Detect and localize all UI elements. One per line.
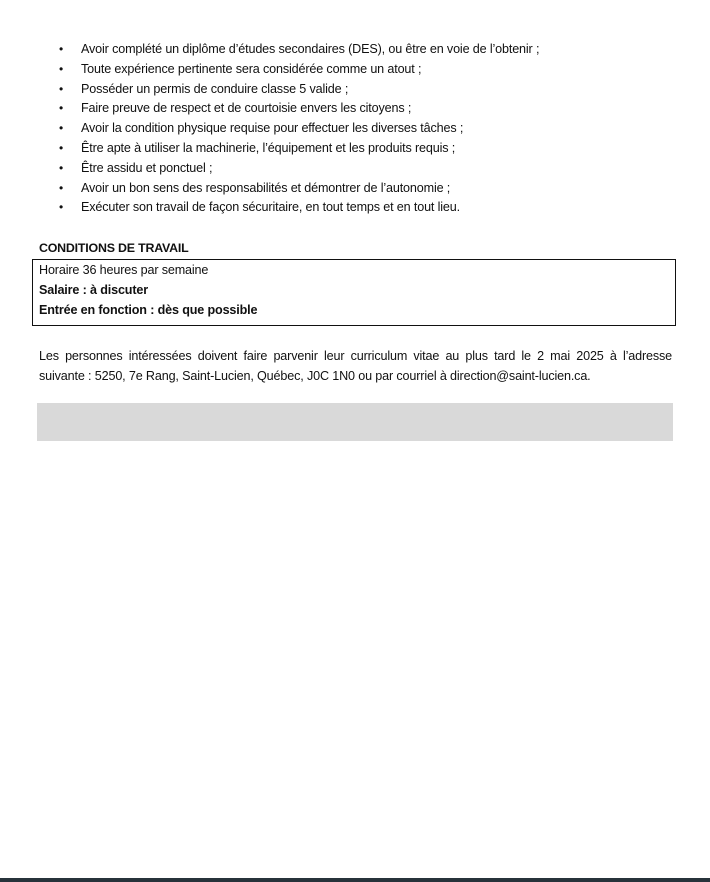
schedule-text: Horaire 36 heures par semaine — [39, 263, 209, 277]
bullet-icon: • — [59, 61, 64, 76]
application-instructions — [39, 347, 672, 386]
start-date-text: Entrée en fonction : dès que possible — [39, 303, 258, 317]
requirement-text: Être apte à utiliser la machinerie, l’équipement et les produits requis ; — [81, 140, 456, 155]
requirement-text: Avoir la condition physique requise pour effectuer les diverses tâches ; — [81, 121, 464, 136]
requirement-text: Avoir complété un diplôme d’études secondaires (DES), ou être en voie de l’obtenir ; — [81, 42, 540, 56]
salary-text: Salaire : à discuter — [39, 283, 148, 297]
requirement-text: Avoir un bon sens des responsabilités et démontrer de l’autonomie ; — [81, 180, 451, 195]
requirement-item — [39, 139, 679, 159]
bullet-icon: • — [59, 81, 64, 96]
requirement-item — [39, 60, 679, 80]
requirement-text: Posséder un permis de conduire classe 5 valide ; — [81, 81, 349, 96]
requirement-text: Exécuter son travail de façon sécuritaire, en tout temps et en tout lieu. — [81, 200, 460, 215]
bullet-icon: • — [59, 140, 64, 155]
conditions-heading: CONDITIONS DE TRAVAIL — [39, 241, 189, 255]
requirement-text: Être assidu et ponctuel ; — [81, 160, 213, 175]
requirement-item — [39, 198, 679, 218]
requirement-item — [39, 119, 679, 139]
bullet-icon: • — [59, 160, 64, 175]
bullet-icon: • — [59, 180, 64, 195]
requirement-text: Toute expérience pertinente sera considérée comme un atout ; — [81, 61, 422, 76]
bottom-edge-strip — [0, 878, 710, 882]
bullet-icon: • — [59, 42, 64, 56]
application-line-1: Les personnes intéressées doivent faire parvenir leur curriculum vitae au plus tard le 2 mai 2025 à l’adresse — [39, 349, 672, 363]
bullet-icon: • — [59, 121, 64, 136]
application-line-2: suivante : 5250, 7e Rang, Saint-Lucien, Québec, J0C 1N0 ou par courriel à direction@saint-lucien.ca. — [39, 368, 591, 383]
bullet-icon: • — [59, 200, 64, 215]
requirements-list — [39, 40, 679, 218]
bullet-icon: • — [59, 101, 64, 116]
requirement-item — [39, 40, 679, 60]
conditions-box — [32, 259, 676, 326]
requirement-item — [39, 80, 679, 100]
requirement-text: Faire preuve de respect et de courtoisie envers les citoyens ; — [81, 101, 412, 116]
requirement-item — [39, 159, 679, 179]
gray-banner — [37, 403, 673, 441]
requirement-item — [39, 99, 679, 119]
requirement-item — [39, 179, 679, 199]
